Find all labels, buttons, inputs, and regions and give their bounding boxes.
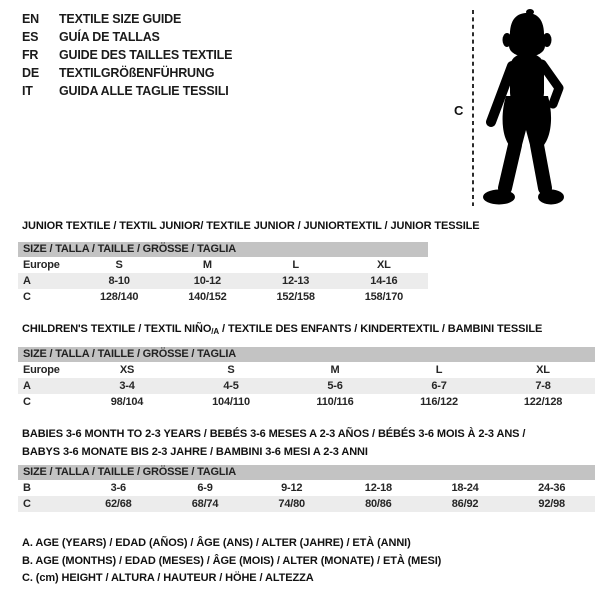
lang-row-it <box>22 82 232 100</box>
baby-silhouette <box>483 9 564 205</box>
size-cell: 10-12 <box>193 275 221 287</box>
size-cell: S <box>227 364 235 376</box>
size-cell: 74/80 <box>278 498 305 510</box>
size-cell: 68/74 <box>191 498 219 510</box>
row-label: C <box>23 498 31 510</box>
row-label: C <box>23 291 31 303</box>
size-cell: 3-4 <box>119 380 135 392</box>
legend <box>22 535 441 588</box>
babies-section-title <box>22 426 525 461</box>
lang-row-de <box>22 64 232 82</box>
language-list <box>22 10 232 100</box>
size-cell: L <box>292 259 299 271</box>
lang-label: GUÍA DE TALLAS <box>59 30 160 44</box>
row-label: Europe <box>23 259 60 271</box>
table-row <box>18 362 595 378</box>
table-row <box>18 257 428 273</box>
table-row <box>18 289 428 305</box>
babies-size-table <box>18 465 595 512</box>
legend-line-a: A. AGE (YEARS) / EDAD (AÑOS) / ÂGE (ANS) / ALTER (JAHRE) / ETÀ (ANNI) <box>22 537 411 549</box>
size-cell: 7-8 <box>535 380 551 392</box>
legend-line-b: B. AGE (MONTHS) / EDAD (MESES) / ÂGE (MOIS) / ALTER (MONATE) / ETÀ (MESI) <box>22 554 442 567</box>
lang-label: TEXTILGRÖßENFÜHRUNG <box>59 66 215 80</box>
size-cell: 122/128 <box>523 396 563 408</box>
size-cell: L <box>435 364 443 376</box>
lang-label: TEXTILE SIZE GUIDE <box>59 12 182 26</box>
size-cell: 80/86 <box>365 498 392 510</box>
lang-code: DE <box>22 66 39 80</box>
junior-section-title: JUNIOR TEXTILE / TEXTIL JUNIOR/ TEXTILE JUNIOR / JUNIORTEXTIL / JUNIOR TESSILE <box>22 220 480 232</box>
size-cell: 6-9 <box>197 482 213 494</box>
size-cell: 9-12 <box>281 482 303 494</box>
table-header: SIZE / TALLA / TAILLE / GRÖSSE / TAGLIA <box>18 242 428 257</box>
children-section-title <box>22 323 542 336</box>
table-row <box>18 273 428 289</box>
size-cell: 92/98 <box>538 498 565 510</box>
lang-label: GUIDE DES TAILLES TEXTILE <box>59 48 233 62</box>
row-label: A <box>23 275 31 287</box>
height-measure-label: C <box>454 103 464 118</box>
size-cell: 6-7 <box>431 380 447 392</box>
lang-label: GUIDA ALLE TAGLIE TESSILI <box>59 84 229 98</box>
size-cell: XL <box>536 364 550 376</box>
size-cell: 8-10 <box>108 275 130 287</box>
children-title-text: CHILDREN'S TEXTILE / TEXTIL NIÑO <box>22 323 212 335</box>
row-label: Europe <box>23 364 60 376</box>
size-cell: 24-36 <box>538 482 566 494</box>
size-cell: 158/170 <box>364 291 404 303</box>
table-header: SIZE / TALLA / TAILLE / GRÖSSE / TAGLIA <box>18 347 595 362</box>
size-cell: 86/92 <box>451 498 479 510</box>
size-cell: M <box>330 364 340 376</box>
children-title-text: / TEXTILE DES ENFANTS / KINDERTEXTIL / BAMBINI TESSILE <box>219 323 543 335</box>
children-title-subscript: /A <box>211 327 220 336</box>
lang-row-es <box>22 28 232 46</box>
table-row <box>18 496 595 512</box>
baby-figure-area <box>450 0 600 215</box>
lang-code: EN <box>22 12 39 26</box>
size-cell: S <box>115 259 123 271</box>
size-cell: 12-13 <box>282 275 310 287</box>
baby-silhouette-icon <box>450 0 600 215</box>
size-cell: 3-6 <box>110 482 126 494</box>
legend-line-c: C. (cm) HEIGHT / ALTURA / HAUTEUR / HÖHE / ALTEZZA <box>22 572 314 584</box>
size-cell: 14-16 <box>370 275 398 287</box>
size-cell: 62/68 <box>105 498 132 510</box>
table-row <box>18 480 595 496</box>
size-cell: XS <box>119 364 135 376</box>
table-row <box>18 394 595 410</box>
lang-row-fr <box>22 46 232 64</box>
children-size-table <box>18 347 595 410</box>
size-cell: M <box>202 259 212 271</box>
size-cell: 4-5 <box>223 380 239 392</box>
table-row <box>18 378 595 394</box>
babies-title-line-1: BABIES 3-6 MONTH TO 2-3 YEARS / BEBÉS 3-6 MESES A 2-3 AÑOS / BÉBÉS 3-6 MOIS À 2-3 ANS / <box>22 428 526 440</box>
size-cell: 98/104 <box>110 396 144 408</box>
size-cell: 116/122 <box>420 396 458 408</box>
size-cell: 18-24 <box>451 482 479 494</box>
size-cell: 12-18 <box>364 482 392 494</box>
babies-title-line-2: BABYS 3-6 MONATE BIS 2-3 JAHRE / BAMBINI 3-6 MESI A 2-3 ANNI <box>22 445 368 458</box>
row-label: C <box>23 396 31 408</box>
row-label: A <box>23 380 31 392</box>
row-label: B <box>23 482 31 494</box>
table-header: SIZE / TALLA / TAILLE / GRÖSSE / TAGLIA <box>18 465 595 480</box>
lang-row-en <box>22 10 232 28</box>
size-cell: 104/110 <box>212 396 250 408</box>
junior-size-table <box>18 242 428 305</box>
size-cell: 128/140 <box>99 291 139 303</box>
lang-code: FR <box>22 48 39 62</box>
size-cell: 152/158 <box>276 291 315 303</box>
lang-code: IT <box>22 84 33 98</box>
lang-code: ES <box>22 30 39 44</box>
size-cell: 110/116 <box>316 396 354 408</box>
size-cell: 140/152 <box>188 291 227 303</box>
size-cell: 5-6 <box>327 380 343 392</box>
size-cell: XL <box>377 259 391 271</box>
